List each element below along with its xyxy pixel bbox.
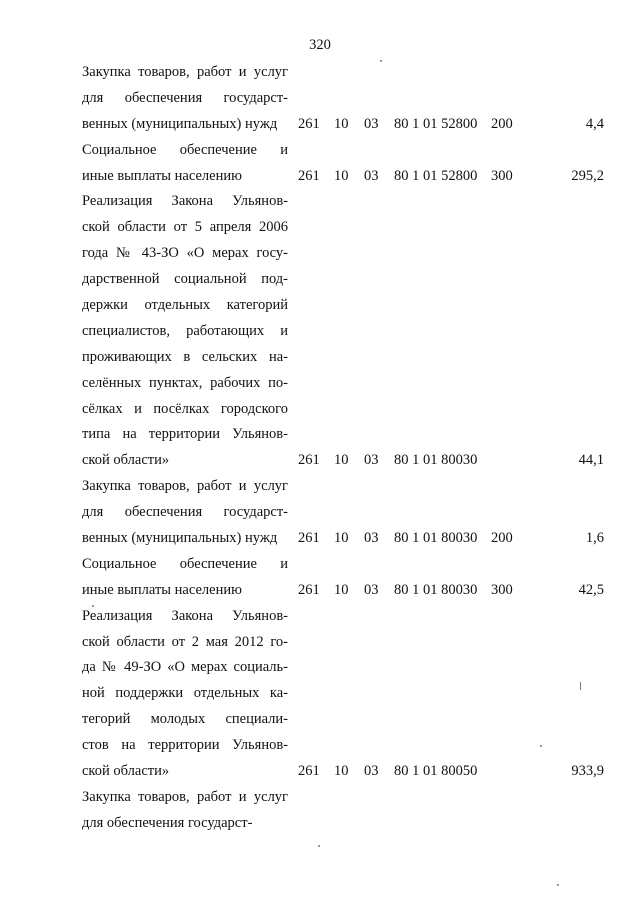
ved-code: 261 (298, 530, 320, 547)
description-line: Закупка товаров, работ и услуг (82, 788, 288, 805)
table-row (0, 552, 640, 604)
description-line: дарственной социальной под- (82, 271, 288, 288)
subsection-code: 03 (364, 581, 379, 598)
ved-code: 261 (298, 167, 320, 184)
target-article-code: 80 1 01 80030 (394, 530, 478, 547)
amount: 44,1 (578, 452, 604, 469)
description-line: венных (муниципальных) нужд (82, 115, 278, 132)
description-line: стов на территории Ульянов- (82, 737, 288, 754)
subsection-code: 03 (364, 530, 379, 547)
scan-speck (318, 845, 320, 847)
description-line: для обеспечения государст- (82, 504, 288, 521)
amount: 933,9 (571, 763, 604, 780)
budget-table (0, 60, 640, 837)
description-line: Реализация Закона Ульянов- (82, 607, 288, 624)
ved-code: 261 (298, 452, 320, 469)
table-row (0, 785, 640, 837)
description-line: ской области» (82, 452, 170, 469)
amount: 4,4 (585, 115, 604, 132)
description-line: Социальное обеспечение и (82, 141, 288, 158)
description-line: года № 43-ЗО «О мерах госу- (82, 245, 288, 262)
section-code: 10 (334, 452, 349, 469)
description-line: ской области от 5 апреля 2006 (82, 219, 288, 236)
section-code: 10 (334, 763, 349, 780)
target-article-code: 80 1 01 80030 (394, 452, 478, 469)
expense-type-code: 200 (491, 530, 513, 547)
ved-code: 261 (298, 763, 320, 780)
ved-code: 261 (298, 115, 320, 132)
row-codes (0, 759, 640, 785)
table-row (0, 60, 640, 138)
description-line: Закупка товаров, работ и услуг (82, 64, 288, 80)
description-line: Закупка товаров, работ и услуг (82, 478, 288, 495)
row-codes (0, 811, 640, 837)
description-line: ной поддержки отдельных ка- (82, 685, 288, 702)
description-line: типа на территории Ульянов- (82, 426, 288, 443)
description-line: для обеспечения государст- (82, 814, 253, 831)
table-row (0, 138, 640, 190)
row-codes (0, 526, 640, 552)
table-row (0, 604, 640, 785)
subsection-code: 03 (364, 452, 379, 469)
description-line: проживающих в сельских на- (82, 348, 288, 365)
description-line: тегорий молодых специали- (82, 711, 288, 728)
expense-type-code: 200 (491, 115, 513, 132)
table-row (0, 189, 640, 474)
description-line: иные выплаты населению (82, 167, 242, 184)
scan-speck (540, 745, 542, 747)
expense-type-code: 300 (491, 167, 513, 184)
description-line: ской области» (82, 763, 170, 780)
ved-code: 261 (298, 581, 320, 598)
description-line: ской области от 2 мая 2012 го- (82, 633, 288, 650)
row-description (82, 604, 288, 785)
table-row (0, 474, 640, 552)
target-article-code: 80 1 01 52800 (394, 167, 478, 184)
row-codes (0, 164, 640, 190)
target-article-code: 80 1 01 80030 (394, 581, 478, 598)
row-codes (0, 578, 640, 604)
scan-speck (580, 682, 581, 690)
amount: 1,6 (585, 530, 604, 547)
description-line: венных (муниципальных) нужд (82, 530, 278, 547)
amount: 42,5 (578, 581, 604, 598)
row-codes (0, 448, 640, 474)
scan-speck (557, 884, 559, 886)
description-line: сёлках и посёлках городского (82, 400, 288, 417)
scan-speck (380, 60, 382, 62)
description-line: держки отдельных категорий (82, 297, 288, 314)
subsection-code: 03 (364, 167, 379, 184)
section-code: 10 (334, 530, 349, 547)
subsection-code: 03 (364, 763, 379, 780)
amount: 295,2 (571, 167, 604, 184)
section-code: 10 (334, 167, 349, 184)
description-line: для обеспечения государст- (82, 89, 288, 106)
section-code: 10 (334, 581, 349, 598)
description-line: Реализация Закона Ульянов- (82, 193, 288, 210)
page-number: 320 (309, 37, 331, 53)
target-article-code: 80 1 01 80050 (394, 763, 478, 780)
description-line: иные выплаты населению (82, 581, 242, 598)
description-line: Социальное обеспечение и (82, 555, 288, 572)
description-line: специалистов, работающих и (82, 322, 288, 339)
scan-speck (92, 605, 94, 607)
description-line: селённых пунктах, рабочих по- (82, 374, 288, 391)
row-description (82, 189, 288, 474)
row-codes (0, 112, 640, 138)
expense-type-code: 300 (491, 581, 513, 598)
target-article-code: 80 1 01 52800 (394, 115, 478, 132)
subsection-code: 03 (364, 115, 379, 132)
description-line: да № 49-ЗО «О мерах социаль- (82, 659, 288, 676)
section-code: 10 (334, 115, 349, 132)
